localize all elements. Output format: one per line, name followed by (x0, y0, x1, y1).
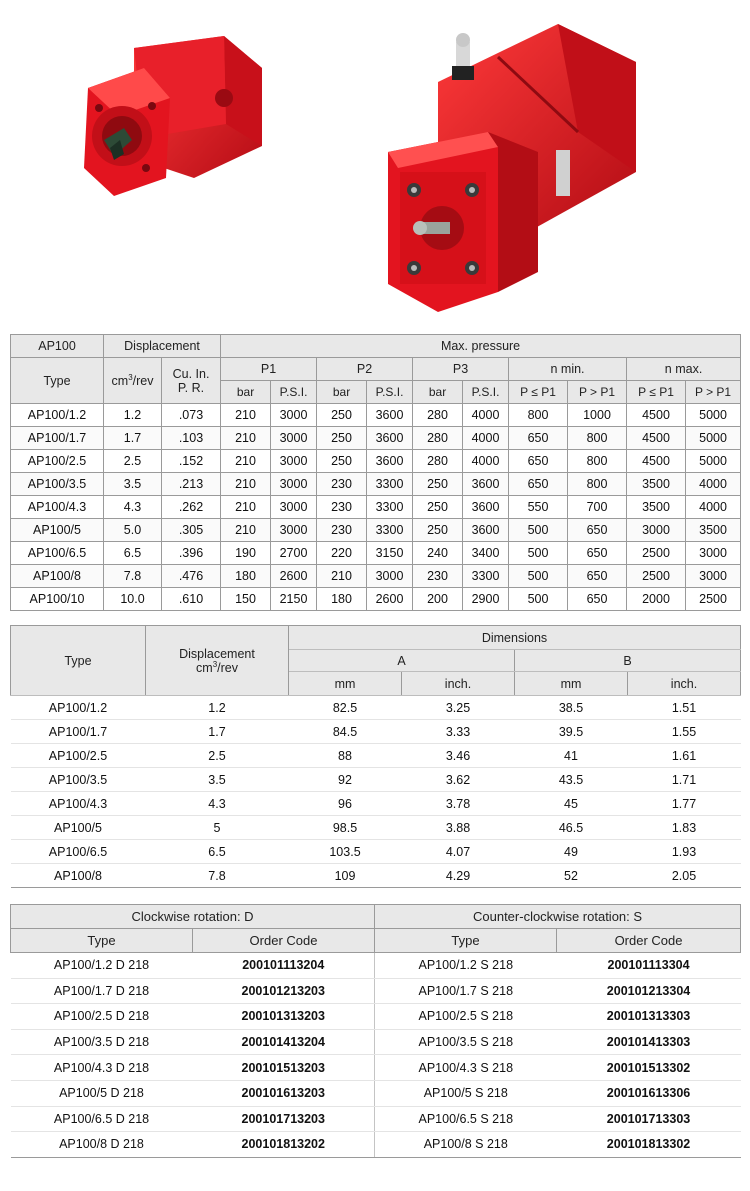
b-mm-cell: 41 (515, 744, 628, 768)
type-cell: AP100/6.5 (11, 542, 104, 565)
type-cell: AP100/4.3 (11, 792, 146, 816)
cm3-cell: 1.2 (104, 404, 162, 427)
ccw-type-cell: AP100/2.5 S 218 (375, 1004, 557, 1030)
n-min-gt-cell: 650 (568, 519, 627, 542)
cuin-cell: .073 (162, 404, 221, 427)
b-mm-cell: 52 (515, 864, 628, 888)
b-inch-cell: 1.71 (628, 768, 741, 792)
b-inch-cell: 1.83 (628, 816, 741, 840)
type-cell: AP100/8 (11, 565, 104, 588)
b-mm-cell: 46.5 (515, 816, 628, 840)
p1-bar-cell: 190 (221, 542, 271, 565)
n-max-gt-cell: 5000 (686, 450, 741, 473)
b-inch-cell: 1.55 (628, 720, 741, 744)
a-mm-cell: 109 (289, 864, 402, 888)
p1-bar-cell: 150 (221, 588, 271, 611)
ccw-order-code-cell: 200101113304 (557, 953, 741, 979)
cw-type-cell: AP100/2.5 D 218 (11, 1004, 193, 1030)
order-row (11, 1055, 741, 1081)
p2-bar-cell: 220 (317, 542, 367, 565)
p1-psi-cell: 3000 (271, 404, 317, 427)
cw-type-cell: AP100/3.5 D 218 (11, 1029, 193, 1055)
n-min-gt-cell: 650 (568, 588, 627, 611)
p2-psi-cell: 3000 (367, 565, 413, 588)
cw-order-code-header: Order Code (193, 929, 375, 953)
order-row (11, 1132, 741, 1158)
p2-psi-cell: 3150 (367, 542, 413, 565)
a-mm-header: mm (289, 672, 402, 696)
cw-order-code-cell: 200101213203 (193, 978, 375, 1004)
type-cell: AP100/2.5 (11, 450, 104, 473)
p3-bar-cell: 240 (413, 542, 463, 565)
n-min-gt-cell: 800 (568, 427, 627, 450)
n-max-gt-header: P > P1 (686, 381, 741, 404)
cw-type-cell: AP100/4.3 D 218 (11, 1055, 193, 1081)
n-min-gt-cell: 800 (568, 473, 627, 496)
spec-row (11, 427, 741, 450)
a-mm-cell: 82.5 (289, 696, 402, 720)
a-inch-cell: 4.07 (402, 840, 515, 864)
cm3-header: $cm^3$/rev (104, 358, 162, 404)
type-cell: AP100/2.5 (11, 744, 146, 768)
cm3-cell: 5.0 (104, 519, 162, 542)
ccw-order-code-cell: 200101213304 (557, 978, 741, 1004)
cw-type-cell: AP100/1.7 D 218 (11, 978, 193, 1004)
displacement-cell: 6.5 (146, 840, 289, 864)
n-max-le-cell: 2000 (627, 588, 686, 611)
cw-order-code-cell: 200101613203 (193, 1080, 375, 1106)
order-row (11, 1080, 741, 1106)
n-max-gt-cell: 4000 (686, 496, 741, 519)
n-max-le-cell: 2500 (627, 565, 686, 588)
n-max-le-cell: 3500 (627, 473, 686, 496)
n-min-le-cell: 650 (509, 427, 568, 450)
n-max-le-cell: 4500 (627, 404, 686, 427)
p3-bar-cell: 250 (413, 519, 463, 542)
dim-row (11, 816, 741, 840)
p3-psi-cell: 4000 (463, 404, 509, 427)
n-max-gt-cell: 5000 (686, 427, 741, 450)
order-row (11, 978, 741, 1004)
displacement-cell: 1.2 (146, 696, 289, 720)
ccw-order-code-cell: 200101813302 (557, 1132, 741, 1158)
n-min-header: n min. (509, 358, 627, 381)
p3-psi-cell: 4000 (463, 427, 509, 450)
type-cell: AP100/3.5 (11, 473, 104, 496)
type-cell: AP100/3.5 (11, 768, 146, 792)
p2-bar-cell: 230 (317, 473, 367, 496)
p1-psi-header: P.S.I. (271, 381, 317, 404)
b-inch-cell: 2.05 (628, 864, 741, 888)
p1-psi-cell: 3000 (271, 519, 317, 542)
a-mm-cell: 96 (289, 792, 402, 816)
p1-psi-cell: 3000 (271, 427, 317, 450)
a-inch-cell: 3.46 (402, 744, 515, 768)
n-max-gt-cell: 3000 (686, 542, 741, 565)
p2-psi-cell: 3300 (367, 496, 413, 519)
b-mm-cell: 38.5 (515, 696, 628, 720)
ccw-order-code-header: Order Code (557, 929, 741, 953)
p3-bar-cell: 280 (413, 427, 463, 450)
order-row (11, 1106, 741, 1132)
b-inch-cell: 1.51 (628, 696, 741, 720)
n-max-le-cell: 4500 (627, 450, 686, 473)
p3-psi-cell: 2900 (463, 588, 509, 611)
spec-row (11, 496, 741, 519)
p2-psi-cell: 3600 (367, 450, 413, 473)
cuin-header: Cu. In. P. R. (162, 358, 221, 404)
n-min-gt-cell: 800 (568, 450, 627, 473)
dim-b-header: B (515, 650, 741, 672)
displacement-cell: 7.8 (146, 864, 289, 888)
p3-psi-header: P.S.I. (463, 381, 509, 404)
order-code-table (10, 904, 741, 1158)
cw-type-cell: AP100/1.2 D 218 (11, 953, 193, 979)
p1-psi-cell: 3000 (271, 496, 317, 519)
n-max-gt-cell: 5000 (686, 404, 741, 427)
cuin-cell: .476 (162, 565, 221, 588)
p3-bar-cell: 250 (413, 473, 463, 496)
a-mm-cell: 98.5 (289, 816, 402, 840)
dim-type-header: Type (11, 626, 146, 696)
a-inch-cell: 3.33 (402, 720, 515, 744)
p1-bar-cell: 210 (221, 450, 271, 473)
ccw-order-code-cell: 200101413303 (557, 1029, 741, 1055)
n-min-gt-cell: 1000 (568, 404, 627, 427)
p3-bar-cell: 200 (413, 588, 463, 611)
b-mm-cell: 45 (515, 792, 628, 816)
b-inch-cell: 1.61 (628, 744, 741, 768)
displacement-cell: 3.5 (146, 768, 289, 792)
a-inch-cell: 3.78 (402, 792, 515, 816)
displacement-cell: 1.7 (146, 720, 289, 744)
dim-row (11, 696, 741, 720)
ccw-type-cell: AP100/8 S 218 (375, 1132, 557, 1158)
b-mm-header: mm (515, 672, 628, 696)
order-row (11, 953, 741, 979)
n-max-gt-cell: 3000 (686, 565, 741, 588)
dim-row (11, 720, 741, 744)
p2-bar-cell: 230 (317, 496, 367, 519)
type-cell: AP100/1.2 (11, 696, 146, 720)
spec-row (11, 565, 741, 588)
cw-order-code-cell: 200101813202 (193, 1132, 375, 1158)
p2-bar-cell: 210 (317, 565, 367, 588)
type-cell: AP100/5 (11, 816, 146, 840)
p2-psi-cell: 3300 (367, 519, 413, 542)
cuin-cell: .262 (162, 496, 221, 519)
corner-label: AP100 (11, 335, 104, 358)
b-inch-cell: 1.93 (628, 840, 741, 864)
dim-row (11, 792, 741, 816)
p1-bar-cell: 210 (221, 496, 271, 519)
p3-bar-header: bar (413, 381, 463, 404)
order-row (11, 1004, 741, 1030)
displacement-cell: 2.5 (146, 744, 289, 768)
cw-type-cell: AP100/8 D 218 (11, 1132, 193, 1158)
max-pressure-header: Max. pressure (221, 335, 741, 358)
p2-bar-header: bar (317, 381, 367, 404)
dim-row (11, 744, 741, 768)
type-cell: AP100/1.2 (11, 404, 104, 427)
p2-psi-header: P.S.I. (367, 381, 413, 404)
a-inch-header: inch. (402, 672, 515, 696)
n-min-le-cell: 500 (509, 588, 568, 611)
n-min-le-header: P ≤ P1 (509, 381, 568, 404)
type-cell: AP100/10 (11, 588, 104, 611)
cuin-cell: .152 (162, 450, 221, 473)
ccw-type-header: Type (375, 929, 557, 953)
type-cell: AP100/8 (11, 864, 146, 888)
n-max-le-cell: 2500 (627, 542, 686, 565)
n-min-gt-cell: 650 (568, 542, 627, 565)
ccw-type-cell: AP100/6.5 S 218 (375, 1106, 557, 1132)
n-max-le-header: P ≤ P1 (627, 381, 686, 404)
p1-psi-cell: 2600 (271, 565, 317, 588)
p1-psi-cell: 3000 (271, 450, 317, 473)
p2-bar-cell: 230 (317, 519, 367, 542)
dimensions-header: Dimensions (289, 626, 741, 650)
p2-psi-cell: 3300 (367, 473, 413, 496)
cm3-cell: 2.5 (104, 450, 162, 473)
cuin-cell: .213 (162, 473, 221, 496)
a-mm-cell: 84.5 (289, 720, 402, 744)
p2-psi-cell: 3600 (367, 427, 413, 450)
p3-header: P3 (413, 358, 509, 381)
p2-bar-cell: 180 (317, 588, 367, 611)
ccw-order-code-cell: 200101513302 (557, 1055, 741, 1081)
dim-row (11, 864, 741, 888)
p3-bar-cell: 280 (413, 404, 463, 427)
spec-row (11, 450, 741, 473)
n-min-le-cell: 650 (509, 473, 568, 496)
type-cell: AP100/6.5 (11, 840, 146, 864)
ccw-type-cell: AP100/4.3 S 218 (375, 1055, 557, 1081)
cuin-cell: .396 (162, 542, 221, 565)
cw-type-header: Type (11, 929, 193, 953)
cm3-cell: 7.8 (104, 565, 162, 588)
cw-type-cell: AP100/5 D 218 (11, 1080, 193, 1106)
p1-header: P1 (221, 358, 317, 381)
n-min-le-cell: 500 (509, 519, 568, 542)
type-cell: AP100/1.7 (11, 427, 104, 450)
p2-bar-cell: 250 (317, 404, 367, 427)
n-max-header: n max. (627, 358, 741, 381)
specification-table (10, 334, 741, 611)
dim-a-header: A (289, 650, 515, 672)
ccw-order-code-cell: 200101313303 (557, 1004, 741, 1030)
ccw-type-cell: AP100/1.7 S 218 (375, 978, 557, 1004)
clockwise-header: Clockwise rotation: D (11, 905, 375, 929)
cw-order-code-cell: 200101313203 (193, 1004, 375, 1030)
p3-psi-cell: 3300 (463, 565, 509, 588)
type-header: Type (11, 358, 104, 404)
n-max-le-cell: 3000 (627, 519, 686, 542)
n-min-le-cell: 550 (509, 496, 568, 519)
n-max-le-cell: 3500 (627, 496, 686, 519)
order-row (11, 1029, 741, 1055)
spec-row (11, 473, 741, 496)
cw-order-code-cell: 200101713203 (193, 1106, 375, 1132)
a-mm-cell: 103.5 (289, 840, 402, 864)
spec-row (11, 519, 741, 542)
ccw-type-cell: AP100/1.2 S 218 (375, 953, 557, 979)
p2-bar-cell: 250 (317, 427, 367, 450)
cm3-cell: 10.0 (104, 588, 162, 611)
n-max-gt-cell: 3500 (686, 519, 741, 542)
cm3-cell: 1.7 (104, 427, 162, 450)
p3-psi-cell: 3600 (463, 496, 509, 519)
p2-header: P2 (317, 358, 413, 381)
spec-row (11, 588, 741, 611)
cw-order-code-cell: 200101413204 (193, 1029, 375, 1055)
dim-row (11, 768, 741, 792)
a-mm-cell: 92 (289, 768, 402, 792)
p3-bar-cell: 250 (413, 496, 463, 519)
type-cell: AP100/4.3 (11, 496, 104, 519)
cuin-cell: .103 (162, 427, 221, 450)
cm3-cell: 4.3 (104, 496, 162, 519)
red-gear-pump-icon (74, 28, 270, 208)
p1-bar-cell: 210 (221, 404, 271, 427)
a-mm-cell: 88 (289, 744, 402, 768)
n-min-gt-cell: 650 (568, 565, 627, 588)
n-min-gt-cell: 700 (568, 496, 627, 519)
p3-bar-cell: 280 (413, 450, 463, 473)
cm3-cell: 3.5 (104, 473, 162, 496)
b-inch-header: inch. (628, 672, 741, 696)
p2-psi-cell: 2600 (367, 588, 413, 611)
counter-clockwise-header: Counter-clockwise rotation: S (375, 905, 741, 929)
cw-order-code-cell: 200101113204 (193, 953, 375, 979)
cw-type-cell: AP100/6.5 D 218 (11, 1106, 193, 1132)
dim-row (11, 840, 741, 864)
b-inch-cell: 1.77 (628, 792, 741, 816)
type-cell: AP100/5 (11, 519, 104, 542)
p1-bar-cell: 180 (221, 565, 271, 588)
p1-psi-cell: 3000 (271, 473, 317, 496)
n-min-le-cell: 650 (509, 450, 568, 473)
b-mm-cell: 39.5 (515, 720, 628, 744)
p3-psi-cell: 3400 (463, 542, 509, 565)
n-min-le-cell: 500 (509, 565, 568, 588)
displacement-cell: 5 (146, 816, 289, 840)
n-max-le-cell: 4500 (627, 427, 686, 450)
n-min-gt-header: P > P1 (568, 381, 627, 404)
red-gear-pump-with-motor-icon (378, 22, 640, 314)
n-max-gt-cell: 4000 (686, 473, 741, 496)
dim-displacement-header: Displacement $cm^3$/rev (146, 626, 289, 696)
ccw-order-code-cell: 200101613306 (557, 1080, 741, 1106)
p1-bar-cell: 210 (221, 519, 271, 542)
p3-psi-cell: 3600 (463, 473, 509, 496)
cw-order-code-cell: 200101513203 (193, 1055, 375, 1081)
cm3-cell: 6.5 (104, 542, 162, 565)
displacement-header: Displacement (104, 335, 221, 358)
p2-bar-cell: 250 (317, 450, 367, 473)
p1-psi-cell: 2700 (271, 542, 317, 565)
cuin-cell: .610 (162, 588, 221, 611)
displacement-cell: 4.3 (146, 792, 289, 816)
ccw-order-code-cell: 200101713303 (557, 1106, 741, 1132)
p1-bar-cell: 210 (221, 473, 271, 496)
a-inch-cell: 3.25 (402, 696, 515, 720)
n-min-le-cell: 500 (509, 542, 568, 565)
spec-row (11, 542, 741, 565)
p1-bar-cell: 210 (221, 427, 271, 450)
ccw-type-cell: AP100/5 S 218 (375, 1080, 557, 1106)
cuin-cell: .305 (162, 519, 221, 542)
p1-bar-header: bar (221, 381, 271, 404)
type-cell: AP100/1.7 (11, 720, 146, 744)
b-mm-cell: 49 (515, 840, 628, 864)
a-inch-cell: 4.29 (402, 864, 515, 888)
p3-psi-cell: 4000 (463, 450, 509, 473)
n-min-le-cell: 800 (509, 404, 568, 427)
n-max-gt-cell: 2500 (686, 588, 741, 611)
a-inch-cell: 3.88 (402, 816, 515, 840)
a-inch-cell: 3.62 (402, 768, 515, 792)
p3-bar-cell: 230 (413, 565, 463, 588)
b-mm-cell: 43.5 (515, 768, 628, 792)
p2-psi-cell: 3600 (367, 404, 413, 427)
ccw-type-cell: AP100/3.5 S 218 (375, 1029, 557, 1055)
spec-row (11, 404, 741, 427)
p1-psi-cell: 2150 (271, 588, 317, 611)
p3-psi-cell: 3600 (463, 519, 509, 542)
dimensions-table (10, 625, 741, 888)
